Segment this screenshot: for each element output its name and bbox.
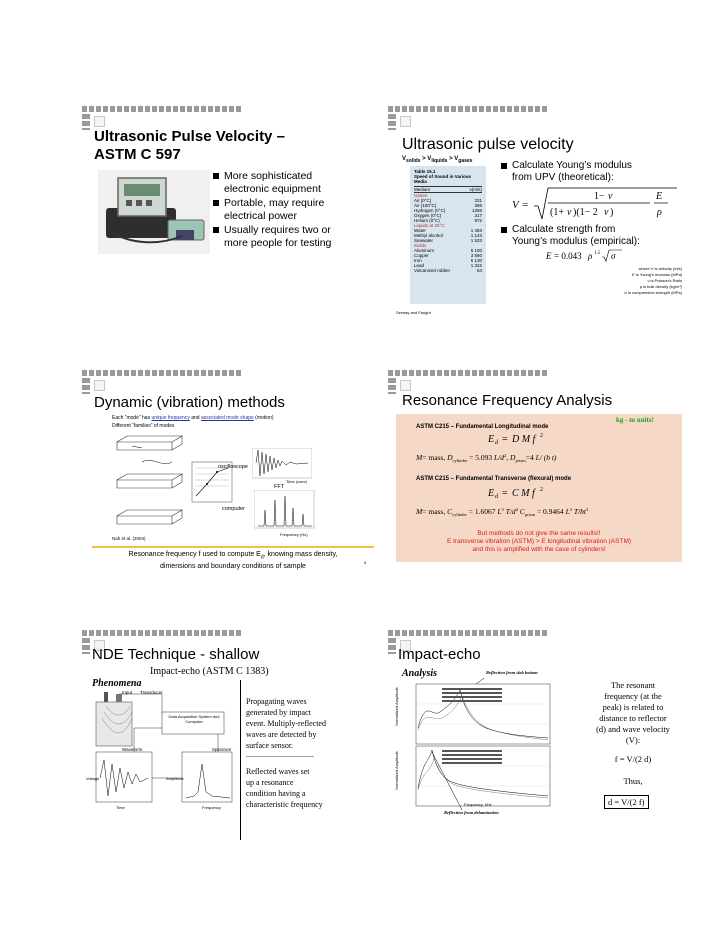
table-cell: 1 493 (470, 228, 482, 233)
bottom-annotation: Reflection from delamination (444, 810, 499, 815)
svg-text:ρ: ρ (588, 251, 593, 261)
computer-label: computer (222, 506, 245, 512)
table-row (414, 268, 482, 273)
thus-text: Thus, (623, 776, 643, 786)
table-title: Table 15.1 (414, 169, 436, 174)
svg-text:d: d (495, 440, 498, 446)
slide-decoration (82, 106, 242, 112)
transverse-heading: ASTM C215 – Fundamental Transverse (flexural) mode (416, 476, 572, 482)
diagram-label-time: Time (116, 805, 125, 810)
table-cell: Methyl alcohol (414, 233, 443, 238)
svg-text:2: 2 (540, 433, 543, 439)
svg-text:E: E (488, 434, 495, 445)
svg-text:1−: 1− (594, 191, 605, 202)
svg-text:= 0.043: = 0.043 (554, 251, 582, 261)
figure-credit: Nah et al. (2004) (112, 536, 146, 541)
caption-divider (92, 546, 374, 548)
slide-title: Dynamic (vibration) methods (94, 394, 285, 411)
table-cell: 5 100 (470, 248, 482, 253)
table-header-cell: v(m/s) (469, 187, 482, 192)
slide-decoration (82, 638, 90, 654)
table-cell: Oxygen (0°C) (414, 213, 442, 218)
slide-decoration (388, 630, 548, 636)
slide-title: NDE Technique - shallow (92, 646, 260, 663)
fft-label: FFT (274, 484, 285, 490)
bullet-item: Calculate strength from Young’s modulus (empirical): (512, 224, 682, 248)
table-cell: Liquids at 25°C (414, 223, 445, 228)
slide-title: Resonance Frequency Analysis (402, 392, 613, 409)
slide-title: Impact-echo (398, 646, 481, 663)
svg-text:(1+: (1+ (550, 207, 564, 218)
slide-5 (82, 630, 382, 858)
table-cell: 1286 (471, 208, 482, 213)
svg-text:): ) (610, 207, 614, 218)
table-cell: 331 (474, 198, 482, 203)
svg-text:M= mass, Ccylinder = 1.6067 L3: M= mass, $C_{cylinder} = 1.6067$ $L^3$ $T/d^4$ $C_{prism} = 0.9464$ $L^3$ $T/bt^3$ (416, 507, 589, 517)
oscilloscope-label: oscilloscope (218, 464, 248, 470)
slide-decoration (388, 114, 396, 130)
table-cell: Aluminum (414, 248, 435, 253)
impact-echo-spectra (402, 678, 552, 817)
diagram-label-input: Input (122, 690, 133, 695)
velocity-equation (512, 186, 682, 224)
slide-2 (388, 106, 688, 334)
slide-decoration (400, 116, 411, 127)
text-divider (240, 680, 241, 840)
bullet-item: Usually requires two or more people for testing (224, 224, 340, 250)
svg-text:=: = (502, 488, 508, 499)
svg-text:=: = (502, 434, 508, 445)
speed-of-sound-table (410, 166, 486, 304)
slide-decoration (388, 106, 548, 112)
bullet-item: Calculate Young’s modulus from UPV (theoretical): (512, 160, 682, 184)
transverse-equation (488, 486, 558, 505)
diagram-label-spectrum: Spectrum (212, 747, 232, 752)
svg-text:=: = (522, 199, 529, 211)
slide-6 (388, 630, 688, 858)
table-cell: 1 322 (470, 263, 482, 268)
slide-decoration (388, 378, 396, 394)
longitudinal-definitions (416, 450, 656, 468)
table-cell: Water (414, 228, 426, 233)
table-cell: Vulcanized rubber (414, 268, 451, 273)
diagram-label-frequency: Frequency (202, 805, 221, 810)
table-cell: 386 (474, 203, 482, 208)
slide-decoration (400, 380, 411, 391)
table-subtitle: Speed of Sound in Various Media (414, 174, 472, 184)
strength-equation (546, 248, 626, 269)
table-cell: 972 (474, 218, 482, 223)
table-cell: Copper (414, 253, 429, 258)
slide-3 (82, 370, 382, 598)
table-cell: 1 143 (470, 233, 482, 238)
page-number: 5 (364, 560, 367, 565)
slide-title: Ultrasonic Pulse Velocity – ASTM C 597 (94, 128, 285, 163)
svg-text:d: d (495, 494, 498, 500)
table-cell: Lead (414, 263, 425, 268)
svg-text:2: 2 (540, 487, 543, 493)
slide-subtitle: Impact-echo (ASTM C 1383) (150, 666, 269, 677)
svg-text:ρ: ρ (657, 207, 662, 218)
svg-text:1.5: 1.5 (594, 251, 601, 256)
bullet-item: More sophisticated electronic equipment (224, 170, 340, 196)
diagram-label-transducer: Transducer (140, 690, 163, 695)
slide-decoration (82, 378, 90, 394)
figure-caption-top: Each “mode” has unique frequency and associated mode shape (motion) Different “families” of modes (112, 415, 274, 429)
slide-decoration (82, 630, 242, 636)
diagram-label-voltage: Voltage (86, 776, 100, 781)
table-cell: 54 (476, 268, 482, 273)
svg-text:E: E (488, 488, 495, 499)
diagram-label-daq: Data Acquisition System and Computer (168, 714, 220, 724)
svg-text:M= mass, Dcylinder = 5.093 L/d: M= mass, $D_{cylinder} = 5.093$ $L/d^2$, $D_{prism}=4$ L/ (b t) (416, 453, 557, 463)
warning-text: But methods do not give the same results!! E transverse vibration (ASTM) > E longitudinal vibration (ASTM) and this is amplified with the case of cylinders! (446, 530, 632, 553)
frequency-equation: f = V/(2 d) (614, 754, 652, 764)
table-cell: Hydrogen (0°C) (414, 208, 446, 213)
slide-decoration (388, 370, 548, 376)
separator-line: ---------------------------------- (246, 754, 314, 760)
impact-echo-diagram (94, 688, 234, 817)
slide-decoration (388, 638, 396, 654)
bullet-item: Portable, may require electrical power (224, 197, 340, 223)
slide-decoration (82, 370, 242, 376)
slide-1 (82, 106, 382, 334)
time-axis-label: Time (usec) (286, 479, 307, 484)
slide-4 (388, 370, 688, 598)
longitudinal-heading: ASTM C215 – Fundamental Longitudinal mode (416, 424, 549, 430)
units-note: kg - m units! (616, 416, 654, 424)
svg-text:ν: ν (604, 207, 609, 218)
propagating-waves-text: Propagating waves generated by impact event. Multiply-reflected waves are detected by surface sensor. (246, 697, 326, 750)
slide-decoration (82, 114, 90, 130)
resonant-frequency-text: The resonant frequency (at the peak) is related to distance to reflector (d) and wave velocity (V): (596, 680, 670, 745)
svg-text:ν: ν (567, 207, 572, 218)
table-cell: Seawater (414, 238, 434, 243)
upv-device-photo (98, 170, 210, 254)
phenomena-label: Phenomena (92, 678, 142, 689)
svg-text:σ: σ (611, 251, 616, 261)
transverse-definitions (416, 504, 666, 522)
svg-text:E: E (546, 251, 552, 261)
slide-caption: Resonance frequency f used to compute $E_d$, knowing mass density, dimensions and boundary conditions of sample (128, 551, 338, 571)
analysis-label: Analysis (402, 668, 438, 679)
svg-text:V: V (512, 199, 519, 211)
x-axis-label: Frequency, kHz (464, 802, 492, 807)
svg-text:)(1− 2: )(1− 2 (573, 207, 598, 218)
table-cell: Air (0°C) (414, 198, 432, 203)
svg-text:D M f: D M f (512, 434, 536, 445)
svg-text:C M f: C M f (512, 488, 535, 499)
table-cell: Solids (414, 243, 427, 248)
table-header-cell: Medium (414, 187, 431, 192)
table-cell: 3 560 (470, 253, 482, 258)
table-cell: 317 (474, 213, 482, 218)
y-axis-label-top: Normalized Amplitude (394, 687, 399, 726)
table-cell: 5 130 (470, 258, 482, 263)
diagram-label-waveform: Waveform (122, 747, 143, 752)
slide-decoration (94, 380, 105, 391)
variable-legend: where V is velocity (m/s) E is Young's modulus (MPa) ν is Poisson's Ratio ρ is bulk density (kg/m³) σ is compressive strength (MPa) (624, 266, 682, 295)
reflected-waves-text: Reflected waves set up a resonance condition having a characteristic frequency (246, 767, 323, 809)
slide-title: Ultrasonic pulse velocity (402, 136, 574, 153)
table-cell: Helium (0°C) (414, 218, 440, 223)
table-cell: Air (100°C) (414, 203, 437, 208)
longitudinal-equation (488, 432, 558, 451)
diagram-label-amplitude: Amplitude (166, 776, 184, 781)
svg-text:E: E (656, 191, 663, 202)
svg-text:ν: ν (608, 191, 613, 202)
slide-subtitle: $V_{solids} > V_{liquids} > V_{gases}$ (402, 156, 473, 165)
y-axis-label-bottom: Normalized Amplitude (394, 751, 399, 790)
table-cell: Iron (414, 258, 422, 263)
table-cell: Gases (414, 193, 428, 198)
table-cell: 1 533 (470, 238, 482, 243)
slide-decoration (94, 116, 105, 127)
table-credit: Serway and Faught (396, 310, 431, 315)
frequency-axis-label: Frequency (Hz) (280, 532, 308, 537)
depth-equation: d = V/(2 f) (604, 795, 649, 809)
top-annotation: Reflection from slab bottom (486, 670, 538, 675)
